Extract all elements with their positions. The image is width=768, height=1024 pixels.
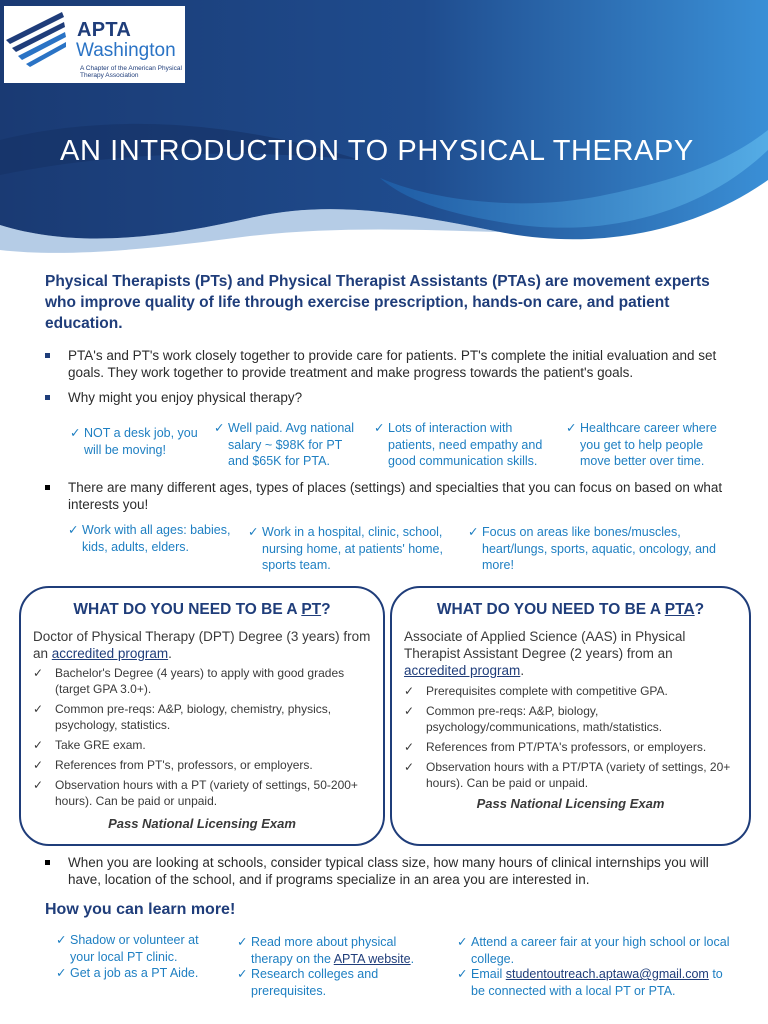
focus-item-specialties: ✓ Focus on areas like bones/muscles, heart/lungs, sports, aquatic, oncology, and more!	[468, 525, 716, 572]
learn-more-heading: How you can learn more!	[45, 901, 236, 918]
pt-req-item: ✓ Bachelor's Degree (4 years) to apply with good grades (target GPA 3.0+).	[33, 666, 345, 696]
logo-tagline: A Chapter of the American Physical Therapy Association	[80, 65, 182, 79]
check-icon: ✓	[33, 666, 44, 680]
page-title: AN INTRODUCTION TO PHYSICAL THERAPY	[60, 135, 694, 167]
pt-accredited-program-link[interactable]: accredited program	[51, 646, 169, 661]
check-icon: ✓	[248, 525, 259, 539]
pt-degree-lead: Doctor of Physical Therapy (DPT) Degree (3 years) from an accredited program.	[33, 629, 371, 661]
learn-item-shadow: ✓ Shadow or volunteer at your local PT clinic.	[56, 933, 199, 964]
pta-requirements-box	[390, 586, 751, 846]
pt-req-item: ✓ References from PT's, professors, or employers.	[33, 758, 313, 772]
check-icon: ✓	[33, 778, 44, 792]
enjoy-item-3: ✓ Lots of interaction with patients, need empathy and good communication skills.	[374, 421, 543, 468]
bullet-why-enjoy	[45, 389, 735, 406]
learn-item-career-fair: ✓ Attend a career fair at your high school or local college.	[457, 935, 730, 966]
check-icon: ✓	[566, 421, 577, 435]
check-icon: ✓	[56, 966, 67, 980]
learn-item-apta-website: ✓ Read more about physical therapy on the APTA website.	[237, 935, 415, 966]
square-bullet-icon	[45, 353, 50, 358]
check-icon: ✓	[404, 684, 415, 698]
check-icon: ✓	[404, 704, 415, 718]
check-icon: ✓	[374, 421, 385, 435]
bullet-settings	[45, 479, 735, 513]
pt-licensing-exam: Pass National Licensing Exam	[108, 816, 296, 831]
bullet-text: Why might you enjoy physical therapy?	[68, 390, 303, 405]
learn-item-email: ✓ Email studentoutreach.aptawa@gmail.com to be connected with a local PT or PTA.	[457, 967, 723, 998]
bullet-schools	[45, 854, 735, 888]
enjoy-item-2: ✓ Well paid. Avg national salary ~ $98K for PT and $65K for PTA.	[214, 421, 355, 468]
check-icon: ✓	[237, 967, 248, 981]
check-icon: ✓	[404, 740, 415, 754]
square-bullet-icon	[45, 860, 50, 865]
check-icon: ✓	[214, 421, 225, 435]
learn-item-aide: ✓ Get a job as a PT Aide.	[56, 966, 199, 980]
learn-item-research: ✓ Research colleges and prerequisites.	[237, 967, 379, 998]
header-banner	[0, 0, 768, 262]
check-icon: ✓	[457, 935, 468, 949]
enjoy-item-1: ✓ NOT a desk job, you will be moving!	[70, 426, 198, 457]
pta-degree-lead: Associate of Applied Science (AAS) in Physical Therapist Assistant Degree (2 years) from an accredited program.	[404, 629, 686, 678]
check-icon: ✓	[457, 967, 468, 981]
logo-org-name: APTA	[77, 19, 132, 41]
apta-swoosh-icon	[4, 6, 68, 70]
square-bullet-icon	[45, 395, 50, 400]
check-icon: ✓	[70, 426, 81, 440]
pta-req-item: ✓ Common pre-reqs: A&P, biology, psychology/communications, math/statistics.	[404, 704, 663, 734]
focus-item-ages: ✓ Work with all ages: babies, kids, adults, elders.	[68, 523, 231, 554]
pta-box-title: WHAT DO YOU NEED TO BE A PTA?	[436, 601, 705, 618]
bullet-collaboration	[45, 347, 735, 381]
pt-box-title: WHAT DO YOU NEED TO BE A PT?	[73, 601, 331, 618]
square-bullet-icon	[45, 485, 50, 490]
intro-paragraph: Physical Therapists (PTs) and Physical Therapist Assistants (PTAs) are movement experts who improve quality of life through exercise prescription, hands-on care, and patient education.	[45, 273, 710, 332]
enjoy-item-4: ✓ Healthcare career where you get to help people move better over time.	[566, 421, 717, 468]
check-icon: ✓	[237, 935, 248, 949]
check-icon: ✓	[33, 758, 44, 772]
pt-abbr: PT	[301, 601, 322, 618]
bullet-text: When you are looking at schools, consider typical class size, how many hours of clinical internships you will have, location of the school, and if programs specialize in an area you are interested in.	[68, 855, 709, 887]
check-icon: ✓	[68, 523, 79, 537]
check-icon: ✓	[468, 525, 479, 539]
focus-item-places: ✓ Work in a hospital, clinic, school, nursing home, at patients' home, sports team.	[248, 525, 443, 572]
check-icon: ✓	[33, 702, 44, 716]
check-icon: ✓	[404, 760, 415, 774]
pta-accredited-program-link[interactable]: accredited program	[404, 663, 521, 678]
pta-req-item: ✓ Observation hours with a PT/PTA (variety of settings, 20+ hours). Can be paid or unpaid.	[404, 760, 731, 790]
pta-licensing-exam: Pass National Licensing Exam	[476, 796, 665, 811]
apta-website-link[interactable]: APTA website	[333, 951, 411, 966]
check-icon: ✓	[56, 933, 67, 947]
check-icon: ✓	[33, 738, 44, 752]
pta-abbr: PTA	[664, 601, 695, 618]
pt-req-item: ✓ Take GRE exam.	[33, 738, 146, 752]
logo-chapter-name: Washington	[76, 40, 176, 61]
pta-req-item: ✓ References from PT/PTA's professors, or employers.	[404, 740, 707, 754]
pta-req-item: ✓ Prerequisites complete with competitive GPA.	[404, 684, 668, 698]
outreach-email-link[interactable]: studentoutreach.aptawa@gmail.com	[505, 967, 709, 981]
bullet-text: There are many different ages, types of places (settings) and specialties that you can focus on based on what interests you!	[68, 480, 723, 512]
bullet-text: PTA's and PT's work closely together to provide care for patients. PT's complete the initial evaluation and set goals. They work together to provide treatment and make progress towards the patient's goals.	[68, 348, 717, 380]
apta-logo	[4, 6, 185, 83]
pt-req-item: ✓ Common pre-reqs: A&P, biology, chemistry, physics, psychology, statistics.	[33, 702, 332, 732]
pt-requirements-box	[19, 586, 385, 846]
pt-req-item: ✓ Observation hours with a PT (variety of settings, 50-200+ hours). Can be paid or unpaid.	[33, 778, 358, 808]
